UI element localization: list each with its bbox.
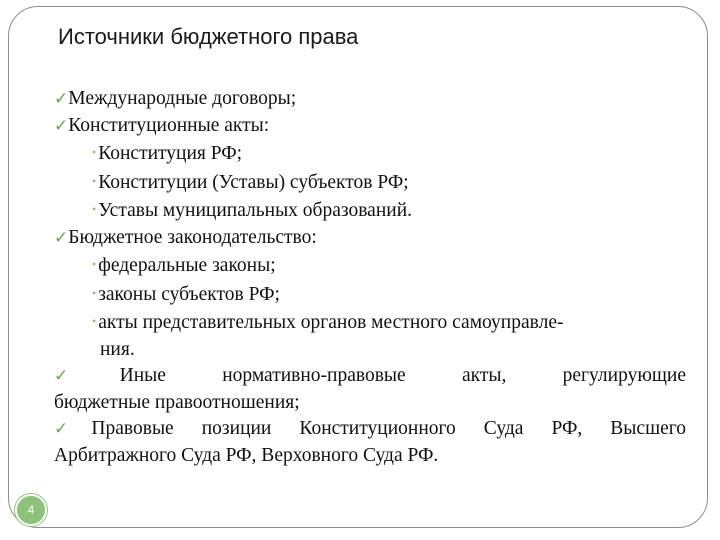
list-item: ✓Иные нормативно-правовые акты, регулирующие [54,365,686,386]
checkmark-icon: ✓ [54,89,69,109]
checkmark-icon: ✓ [54,115,69,136]
sub-list-item-continuation: ния. [100,338,135,360]
bullet-dot-icon: • [92,173,97,188]
checkmark-icon: ✓ [54,419,92,439]
sub-list-item: • акты представительных органов местного самоуправле- [92,312,564,333]
sub-list-item: • законы субъектов РФ; [92,283,280,305]
list-item: ✓Конституционные акты: [54,114,270,136]
bullet-dot-icon: • [92,257,97,271]
sub-list-item: • Уставы муниципальных образований. [92,200,413,221]
checkmark-icon: ✓ [54,227,69,248]
bullet-dot-icon: • [92,314,97,328]
sub-list-item: • Конституция РФ; [92,143,243,164]
list-item: ✓Правовые позиции Конституционного Суда РФ, Высшего [54,418,686,439]
bullet-dot-icon: • [92,202,97,216]
page-number-badge: 4 [15,494,47,526]
list-item: ✓Бюджетное законодательство: [54,226,317,248]
list-item-continuation: Арбитражного Суда РФ, Верховного Суда РФ. [54,444,439,466]
slide-title: Источники бюджетного права [58,24,359,49]
list-item-continuation: бюджетные правоотношения; [54,391,300,413]
slide-body [54,86,686,469]
sub-list-item: • федеральные законы; [92,255,276,276]
bullet-dot-icon: • [92,285,97,300]
list-item: ✓Международные договоры; [54,88,297,109]
sub-list-item: • Конституции (Уставы) субъектов РФ; [92,171,409,193]
bullet-dot-icon: • [92,145,97,159]
checkmark-icon: ✓ [54,366,120,386]
